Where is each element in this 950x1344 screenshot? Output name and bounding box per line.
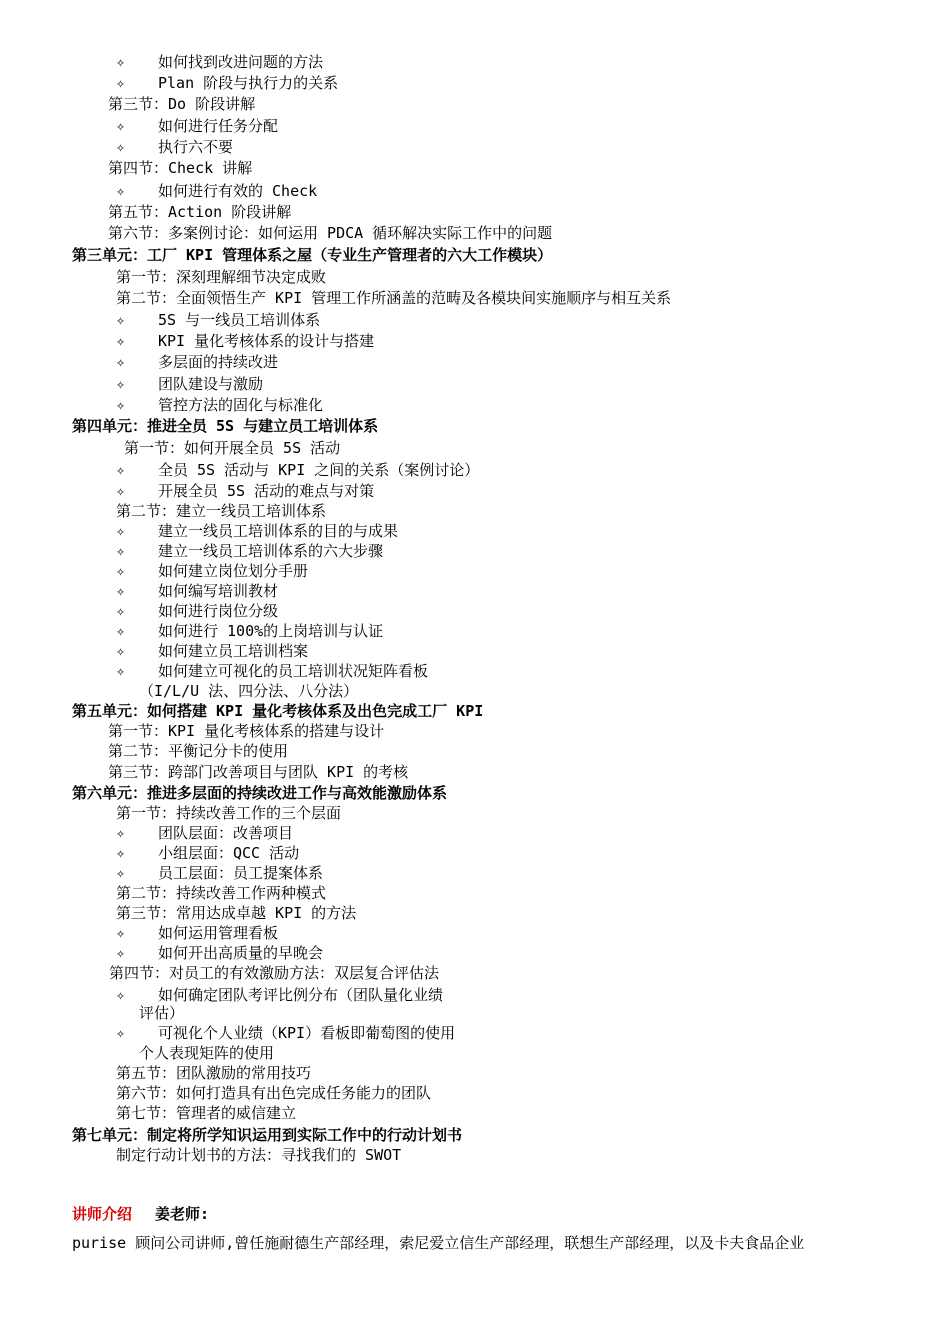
trainer-heading-line bbox=[72, 1204, 209, 1224]
section-heading: 第七节：管理者的威信建立 bbox=[116, 1104, 297, 1122]
bullet-text: KPI 量化考核体系的设计与搭建 bbox=[158, 332, 375, 350]
bullet-text: 团队层面：改善项目 bbox=[158, 824, 294, 842]
trainer-name: 姜老师: bbox=[155, 1205, 210, 1223]
diamond-bullet-icon: ✧ bbox=[116, 375, 126, 393]
diamond-bullet-icon: ✧ bbox=[116, 138, 126, 156]
bullet-item bbox=[116, 843, 299, 863]
bullet-item bbox=[116, 52, 323, 72]
bullet-text: 如何运用管理看板 bbox=[158, 924, 279, 942]
bullet-text: 多层面的持续改进 bbox=[158, 353, 279, 371]
section-heading: 第五节：Action 阶段讲解 bbox=[108, 203, 292, 221]
bullet-item bbox=[116, 521, 398, 541]
section-heading: 第一节：如何开展全员 5S 活动 bbox=[124, 439, 341, 457]
unit-heading: 第六单元：推进多层面的持续改进工作与高效能激励体系 bbox=[72, 784, 448, 802]
section-heading: 制定行动计划书的方法：寻找我们的 SWOT bbox=[116, 1146, 402, 1164]
section-heading: 第一节：KPI 量化考核体系的搭建与设计 bbox=[108, 722, 385, 740]
continuation-text: 个人表现矩阵的使用 bbox=[139, 1044, 275, 1062]
diamond-bullet-icon: ✧ bbox=[116, 1024, 126, 1042]
diamond-bullet-icon: ✧ bbox=[116, 582, 126, 600]
diamond-bullet-icon: ✧ bbox=[116, 53, 126, 71]
bullet-text: 员工层面：员工提案体系 bbox=[158, 864, 324, 882]
bullet-item bbox=[116, 923, 278, 943]
diamond-bullet-icon: ✧ bbox=[116, 562, 126, 580]
diamond-bullet-icon: ✧ bbox=[116, 522, 126, 540]
bullet-text: 如何找到改进问题的方法 bbox=[158, 53, 324, 71]
unit-heading: 第五单元：如何搭建 KPI 量化考核体系及出色完成工厂 KPI bbox=[72, 702, 484, 720]
bullet-text: 如何开出高质量的早晚会 bbox=[158, 944, 324, 962]
continuation-text: （I/L/U 法、四分法、八分法） bbox=[139, 682, 359, 700]
bullet-text: 如何进行 100%的上岗培训与认证 bbox=[158, 622, 384, 640]
section-heading: 第一节：深刻理解细节决定成败 bbox=[116, 268, 327, 286]
bullet-text: 小组层面：QCC 活动 bbox=[158, 844, 300, 862]
diamond-bullet-icon: ✧ bbox=[116, 74, 126, 92]
bullet-text: 团队建设与激励 bbox=[158, 375, 264, 393]
bullet-text: 建立一线员工培训体系的六大步骤 bbox=[158, 542, 384, 560]
bullet-item bbox=[116, 863, 323, 883]
section-heading: 第二节：全面领悟生产 KPI 管理工作所涵盖的范畴及各模块间实施顺序与相互关系 bbox=[116, 289, 672, 307]
bullet-text: 5S 与一线员工培训体系 bbox=[158, 311, 321, 329]
bullet-text: 如何建立可视化的员工培训状况矩阵看板 bbox=[158, 662, 429, 680]
trainer-bio: purise 顾问公司讲师,曾任施耐德生产部经理，索尼爱立信生产部经理，联想生产部经理，以及卡夫食品企业 bbox=[72, 1234, 805, 1252]
diamond-bullet-icon: ✧ bbox=[116, 542, 126, 560]
bullet-item bbox=[116, 1023, 455, 1043]
diamond-bullet-icon: ✧ bbox=[116, 824, 126, 842]
unit-heading: 第四单元：推进全员 5S 与建立员工培训体系 bbox=[72, 417, 379, 435]
bullet-item bbox=[116, 481, 374, 501]
diamond-bullet-icon: ✧ bbox=[116, 396, 126, 414]
section-heading: 第五节：团队激励的常用技巧 bbox=[116, 1064, 312, 1082]
section-heading: 第六节：如何打造具有出色完成任务能力的团队 bbox=[116, 1084, 432, 1102]
bullet-text: 如何进行岗位分级 bbox=[158, 602, 279, 620]
bullet-item bbox=[116, 661, 428, 681]
diamond-bullet-icon: ✧ bbox=[116, 117, 126, 135]
bullet-text: Plan 阶段与执行力的关系 bbox=[158, 74, 339, 92]
bullet-item bbox=[116, 541, 383, 561]
bullet-item bbox=[116, 395, 323, 415]
bullet-item bbox=[116, 181, 317, 201]
bullet-text: 执行六不要 bbox=[158, 138, 234, 156]
bullet-item bbox=[116, 116, 278, 136]
diamond-bullet-icon: ✧ bbox=[116, 844, 126, 862]
unit-heading: 第七单元：制定将所学知识运用到实际工作中的行动计划书 bbox=[72, 1126, 463, 1144]
diamond-bullet-icon: ✧ bbox=[116, 353, 126, 371]
bullet-item bbox=[116, 137, 233, 157]
diamond-bullet-icon: ✧ bbox=[116, 622, 126, 640]
diamond-bullet-icon: ✧ bbox=[116, 662, 126, 680]
section-heading: 第四节：对员工的有效激励方法：双层复合评估法 bbox=[109, 964, 440, 982]
section-heading: 第二节：持续改善工作两种模式 bbox=[116, 884, 327, 902]
unit-heading: 第三单元：工厂 KPI 管理体系之屋（专业生产管理者的六大工作模块） bbox=[72, 246, 553, 264]
diamond-bullet-icon: ✧ bbox=[116, 461, 126, 479]
section-heading: 第六节：多案例讨论：如何运用 PDCA 循环解决实际工作中的问题 bbox=[108, 224, 553, 242]
section-heading: 第二节：平衡记分卡的使用 bbox=[108, 742, 289, 760]
bullet-item bbox=[116, 310, 320, 330]
bullet-text: 如何进行有效的 Check bbox=[158, 182, 318, 200]
bullet-text: 管控方法的固化与标准化 bbox=[158, 396, 324, 414]
diamond-bullet-icon: ✧ bbox=[116, 944, 126, 962]
bullet-item bbox=[116, 641, 308, 661]
bullet-text: 如何编写培训教材 bbox=[158, 582, 279, 600]
bullet-text: 如何建立岗位划分手册 bbox=[158, 562, 309, 580]
continuation-text: 评估） bbox=[139, 1004, 185, 1022]
trainer-heading: 讲师介绍 bbox=[72, 1205, 133, 1223]
diamond-bullet-icon: ✧ bbox=[116, 182, 126, 200]
diamond-bullet-icon: ✧ bbox=[116, 311, 126, 329]
bullet-text: 如何建立员工培训档案 bbox=[158, 642, 309, 660]
bullet-text: 可视化个人业绩（KPI）看板即葡萄图的使用 bbox=[158, 1024, 456, 1042]
bullet-text: 如何确定团队考评比例分布（团队量化业绩 bbox=[158, 986, 444, 1004]
bullet-item bbox=[116, 581, 278, 601]
diamond-bullet-icon: ✧ bbox=[116, 864, 126, 882]
section-heading: 第四节：Check 讲解 bbox=[108, 159, 253, 177]
section-heading: 第三节：常用达成卓越 KPI 的方法 bbox=[116, 904, 357, 922]
section-heading: 第一节：持续改善工作的三个层面 bbox=[116, 804, 342, 822]
bullet-text: 全员 5S 活动与 KPI 之间的关系（案例讨论） bbox=[158, 461, 480, 479]
bullet-item bbox=[116, 985, 443, 1005]
diamond-bullet-icon: ✧ bbox=[116, 482, 126, 500]
diamond-bullet-icon: ✧ bbox=[116, 986, 126, 1004]
bullet-item bbox=[116, 823, 293, 843]
diamond-bullet-icon: ✧ bbox=[116, 332, 126, 350]
diamond-bullet-icon: ✧ bbox=[116, 924, 126, 942]
section-heading: 第二节：建立一线员工培训体系 bbox=[116, 502, 327, 520]
bullet-item bbox=[116, 561, 308, 581]
bullet-item bbox=[116, 73, 338, 93]
diamond-bullet-icon: ✧ bbox=[116, 642, 126, 660]
bullet-item bbox=[116, 374, 263, 394]
diamond-bullet-icon: ✧ bbox=[116, 602, 126, 620]
bullet-item bbox=[116, 943, 323, 963]
bullet-text: 如何进行任务分配 bbox=[158, 117, 279, 135]
bullet-item bbox=[116, 601, 278, 621]
section-heading: 第三节：跨部门改善项目与团队 KPI 的考核 bbox=[108, 763, 409, 781]
bullet-text: 建立一线员工培训体系的目的与成果 bbox=[158, 522, 399, 540]
bullet-item bbox=[116, 621, 383, 641]
bullet-item bbox=[116, 460, 479, 480]
section-heading: 第三节：Do 阶段讲解 bbox=[108, 95, 256, 113]
bullet-text: 开展全员 5S 活动的难点与对策 bbox=[158, 482, 375, 500]
bullet-item bbox=[116, 352, 278, 372]
bullet-item bbox=[116, 331, 374, 351]
